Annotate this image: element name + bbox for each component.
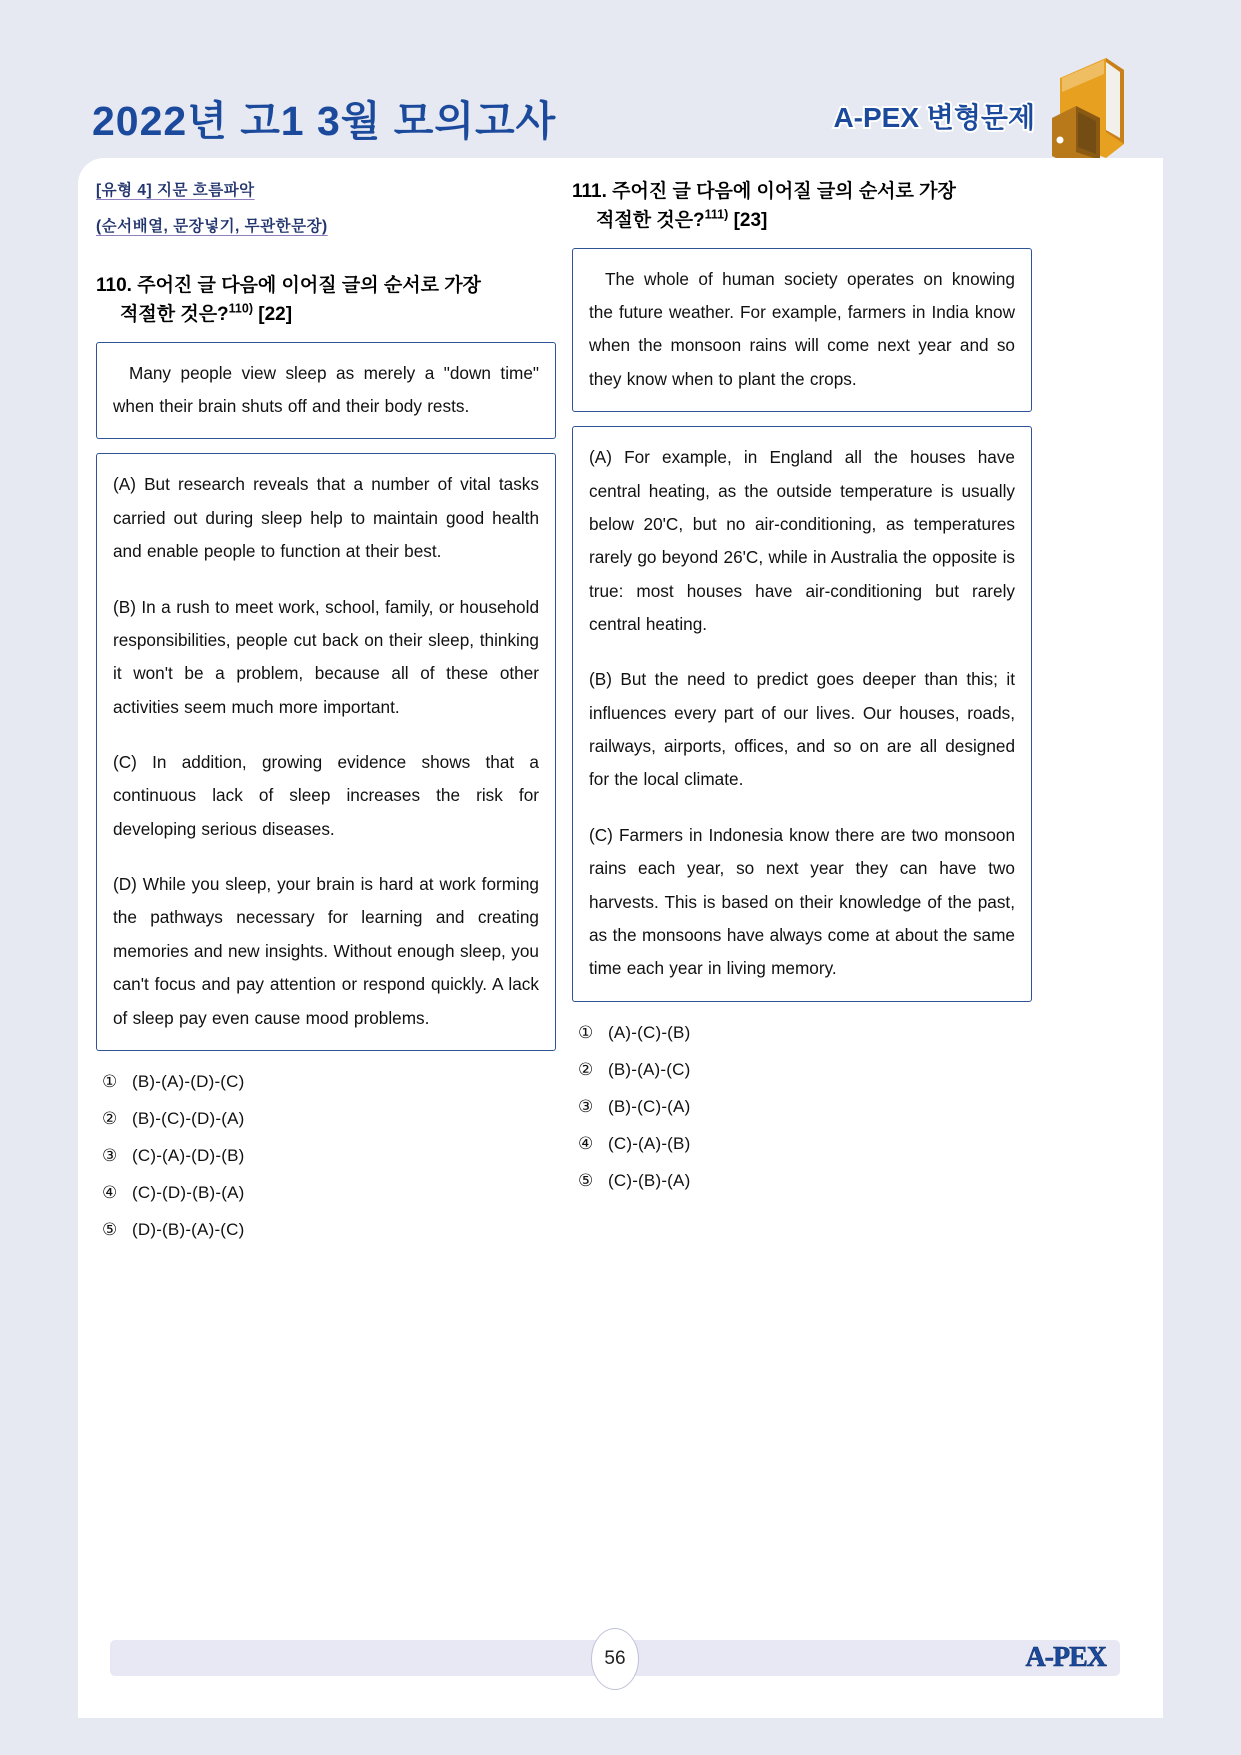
option-1[interactable] <box>578 1022 1032 1044</box>
type-label-line1: [유형 4] 지문 흐름파악 <box>96 182 255 199</box>
paragraph-c: (C) In addition, growing evidence shows that a continuous lack of sleep increases the risk for developing serious diseases. <box>113 751 539 839</box>
option-4-number: ④ <box>578 1133 594 1153</box>
paragraph-b: (B) In a rush to meet work, school, family, or household responsibilities, people cut back on their sleep, thinking it won't be a problem, because all of these other activities seem much more important. <box>113 596 539 717</box>
option-3-label: (B)-(C)-(A) <box>608 1096 691 1116</box>
question-110-paragraph-box <box>96 453 556 1050</box>
option-4[interactable] <box>578 1133 1032 1155</box>
question-110-number: 110. <box>96 275 132 296</box>
left-column <box>96 178 556 1256</box>
question-111-heading <box>572 178 1032 236</box>
footer-logo: A-PEX <box>1025 1642 1106 1673</box>
option-2-number: ② <box>578 1059 594 1079</box>
option-1-label: (A)-(C)-(B) <box>608 1022 691 1042</box>
option-2-label: (B)-(A)-(C) <box>608 1059 691 1079</box>
question-110-footnote: 110) <box>228 301 253 316</box>
paragraph-a: (A) But research reveals that a number of vital tasks carried out during sleep help to maintain good health and enable people to function at their best. <box>113 474 539 562</box>
option-3[interactable] <box>578 1096 1032 1118</box>
question-110-options <box>96 1071 556 1241</box>
question-111-line2: 적절한 것은? <box>596 209 705 231</box>
question-111-paragraph-box <box>572 426 1032 1001</box>
question-111-prompt-box <box>572 248 1032 412</box>
option-2[interactable] <box>578 1059 1032 1081</box>
option-3[interactable] <box>102 1145 556 1167</box>
question-111-prompt-text: The whole of human society operates on knowing the future weather. For example, farmers in India know when the monsoon rains will come next year and so they know when to plant the crops. <box>589 268 1015 389</box>
question-110-prompt-box <box>96 342 556 440</box>
option-5-number: ⑤ <box>102 1220 118 1240</box>
question-110-line2: 적절한 것은? <box>120 303 229 325</box>
paragraph-b: (B) But the need to predict goes deeper than this; it influences every part of our lives. Our houses, roads, railways, airports, offices, and so on are all designed for the local climate. <box>589 669 1015 790</box>
option-2[interactable] <box>102 1108 556 1130</box>
brand-badge <box>735 96 1035 146</box>
right-column <box>572 178 1032 1207</box>
option-3-number: ③ <box>578 1096 594 1116</box>
option-1-number: ① <box>578 1022 594 1042</box>
option-5[interactable] <box>578 1170 1032 1192</box>
question-111-line1: 주어진 글 다음에 이어질 글의 순서로 가장 <box>612 181 956 202</box>
option-5-number: ⑤ <box>578 1170 594 1190</box>
option-4-number: ④ <box>102 1183 118 1203</box>
option-1-label: (B)-(A)-(D)-(C) <box>132 1071 245 1091</box>
option-4[interactable] <box>102 1182 556 1204</box>
page-footer <box>110 1640 1120 1680</box>
question-111-bracket: [23] <box>733 209 768 231</box>
paragraph-d: (D) While you sleep, your brain is hard at work forming the pathways necessary for learning and creating memories and new insights. Without enough sleep, you can't focus and pay attention or respond quickly. A lack of sleep pay even cause mood problems. <box>113 874 539 1028</box>
page-title: 2022년 고1 3월 모의고사 <box>92 98 557 144</box>
option-5-label: (C)-(B)-(A) <box>608 1170 691 1190</box>
option-3-number: ③ <box>102 1146 118 1166</box>
question-111-footnote: 111) <box>704 207 729 222</box>
page-number: 56 <box>591 1628 639 1690</box>
question-110-heading <box>96 272 556 330</box>
brand-label: A-PEX 변형문제 <box>833 102 1035 133</box>
option-2-label: (B)-(C)-(D)-(A) <box>132 1108 245 1128</box>
paragraph-a: (A) For example, in England all the houses have central heating, as the outside temperature is usually below 20'C, but no air-conditioning, as temperatures rarely go beyond 26'C, while in Australia the opposite is true: most houses have air-conditioning but rarely central heating. <box>589 447 1015 634</box>
question-111-number: 111. <box>572 181 607 202</box>
option-1[interactable] <box>102 1071 556 1093</box>
option-2-number: ② <box>102 1108 118 1128</box>
option-3-label: (C)-(A)-(D)-(B) <box>132 1146 245 1166</box>
question-110-line1: 주어진 글 다음에 이어질 글의 순서로 가장 <box>137 275 481 296</box>
option-5[interactable] <box>102 1219 556 1241</box>
question-110-prompt-text: Many people view sleep as merely a "down time" when their brain shuts off and their body rests. <box>113 362 539 417</box>
question-111-options <box>572 1022 1032 1192</box>
option-4-label: (C)-(A)-(B) <box>608 1133 691 1153</box>
question-110-bracket: [22] <box>258 303 293 325</box>
book-icon <box>1038 48 1128 168</box>
type-label-line2: (순서배열, 문장넣기, 무관한문장) <box>96 218 328 235</box>
option-1-number: ① <box>102 1071 118 1091</box>
option-4-label: (C)-(D)-(B)-(A) <box>132 1183 245 1203</box>
page-header <box>0 0 1241 158</box>
paragraph-c: (C) Farmers in Indonesia know there are two monsoon rains each year, so next year they can have two harvests. This is based on their knowledge of the past, as the monsoons have always come at about the same time each year in living memory. <box>589 824 1015 979</box>
option-5-label: (D)-(B)-(A)-(C) <box>132 1220 245 1240</box>
